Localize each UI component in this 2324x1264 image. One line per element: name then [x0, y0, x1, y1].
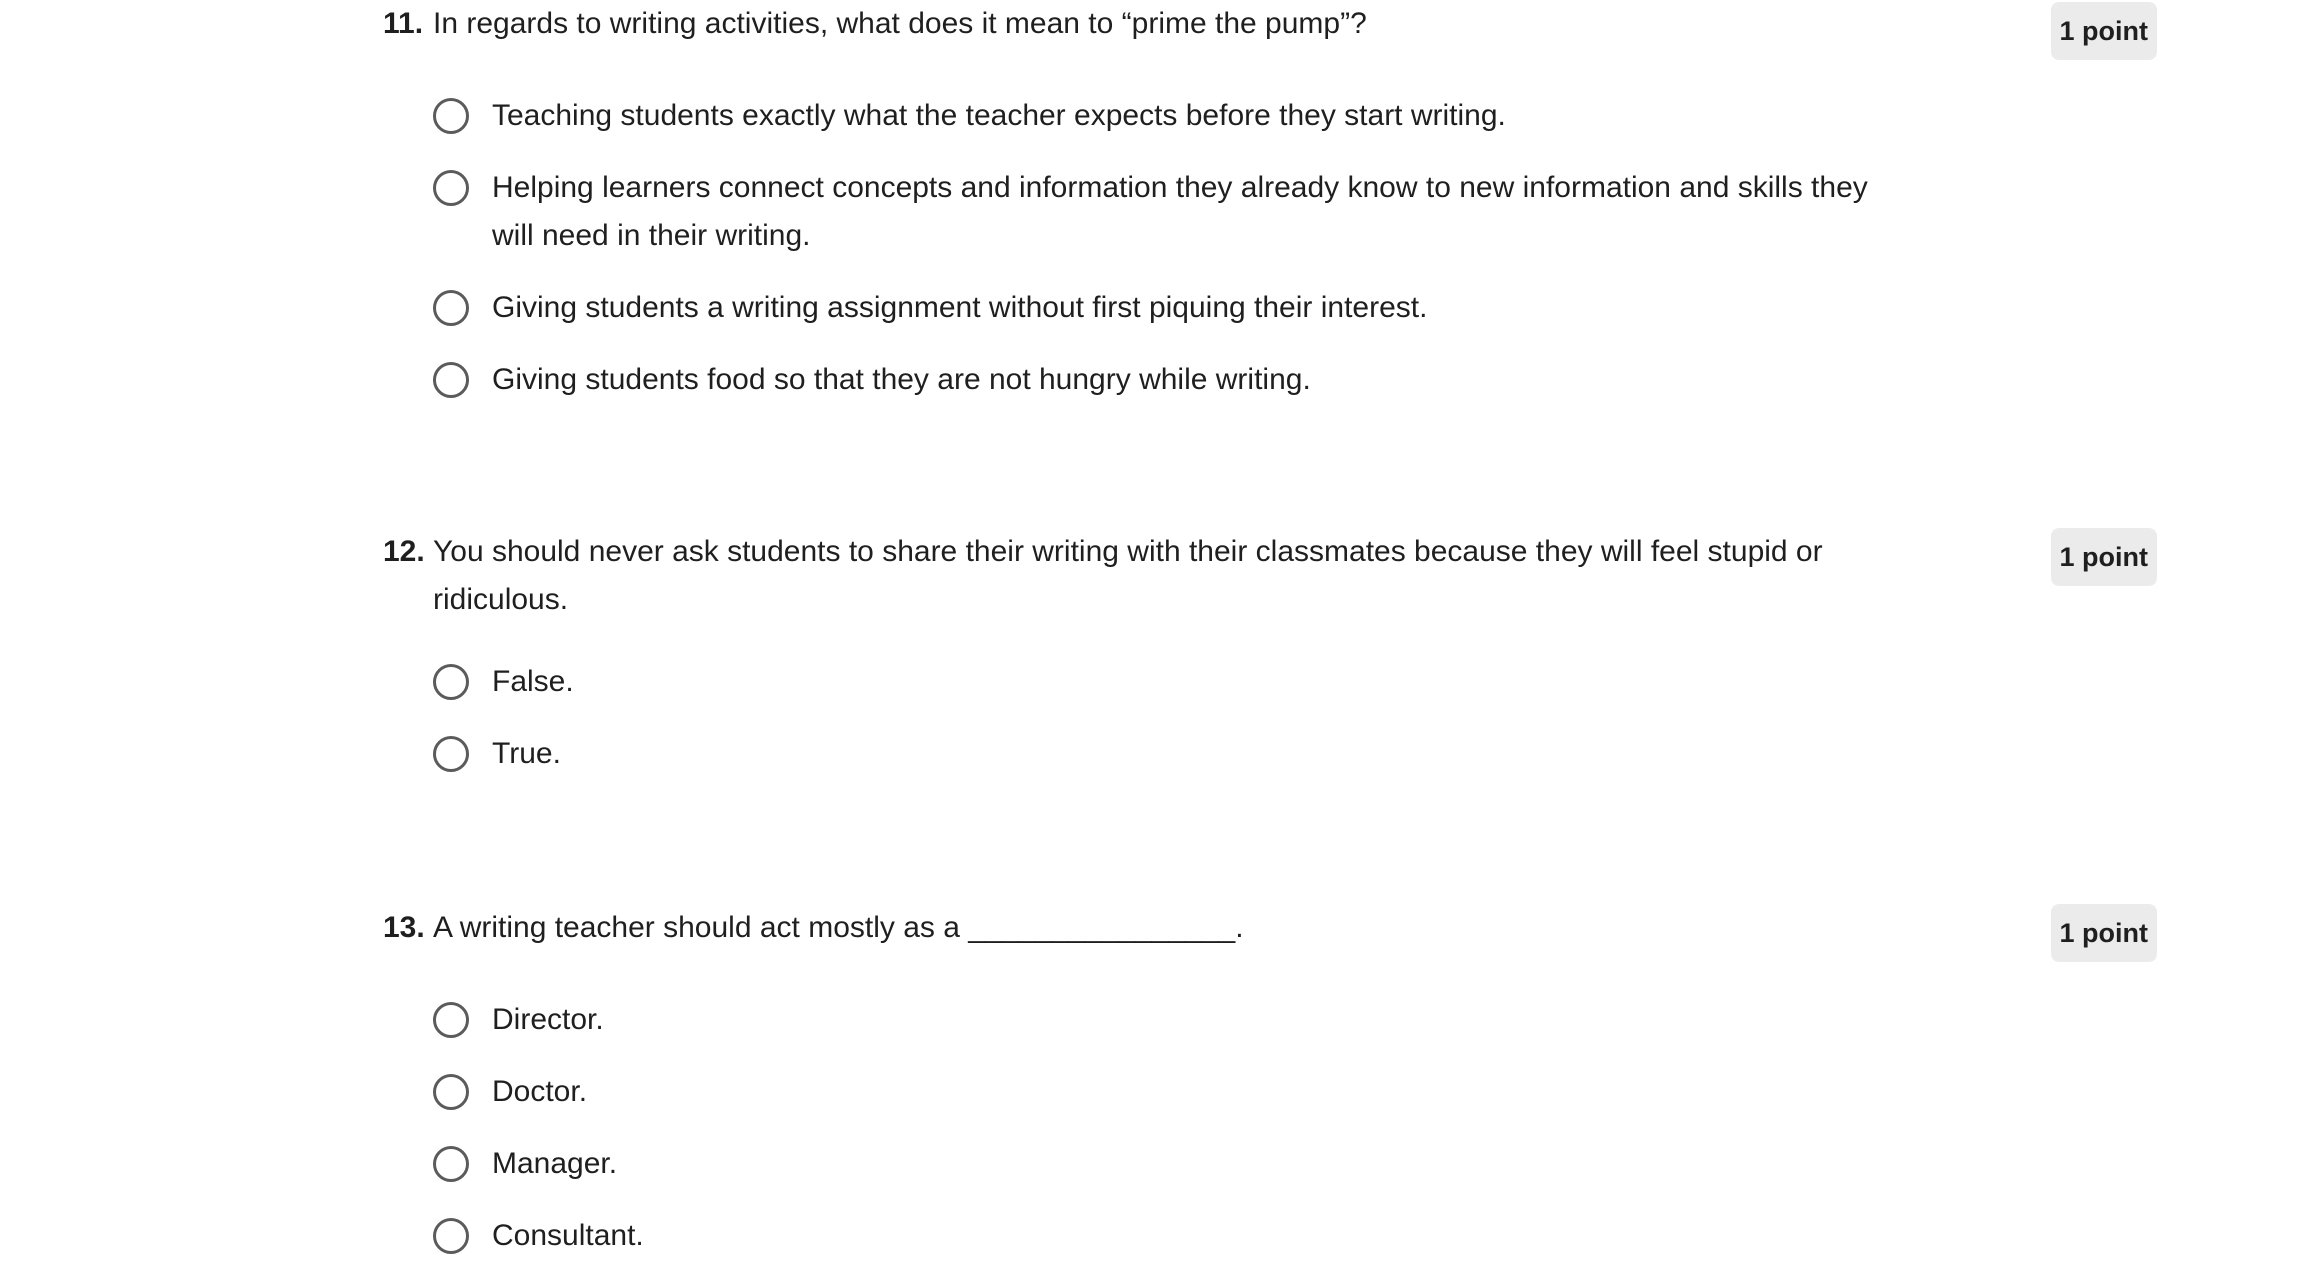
answer-options [433, 658, 2157, 778]
answer-option[interactable] [433, 996, 2157, 1044]
question-prompt: You should never ask students to share their writing with their classmates because they will feel stupid or ridiculous. [433, 535, 1823, 616]
answer-option-label: Helping learners connect concepts and information they already know to new information and skills they will need in their writing. [492, 171, 1868, 252]
radio-unchecked-icon[interactable] [433, 290, 469, 326]
question-number: 13. [383, 911, 425, 944]
question-number: 11. [383, 7, 424, 40]
radio-unchecked-icon[interactable] [433, 1146, 469, 1182]
question-12 [383, 528, 2157, 778]
question-header [383, 528, 2157, 624]
answer-option-label: Teaching students exactly what the teacher expects before they start writing. [492, 99, 1506, 132]
answer-option[interactable] [433, 730, 2157, 778]
answer-option-label: Giving students a writing assignment without first piquing their interest. [492, 291, 1428, 324]
question-prompt: A writing teacher should act mostly as a ________________. [433, 911, 1244, 944]
question-13 [383, 904, 2157, 1260]
answer-option-label: Manager. [492, 1147, 618, 1180]
answer-option[interactable] [433, 1068, 2157, 1116]
answer-option[interactable] [433, 164, 2157, 260]
answer-option-label: Giving students food so that they are not hungry while writing. [492, 363, 1311, 396]
question-header [383, 0, 2157, 48]
points-badge: 1 point [2051, 528, 2158, 586]
radio-unchecked-icon[interactable] [433, 664, 469, 700]
answer-option-label: False. [492, 665, 574, 698]
answer-option[interactable] [433, 92, 2157, 140]
radio-unchecked-icon[interactable] [433, 1218, 469, 1254]
question-11 [383, 0, 2157, 404]
answer-option-label: Consultant. [492, 1219, 644, 1252]
points-badge: 1 point [2051, 904, 2158, 962]
radio-unchecked-icon[interactable] [433, 736, 469, 772]
answer-option-label: Director. [492, 1003, 604, 1036]
radio-unchecked-icon[interactable] [433, 1074, 469, 1110]
answer-option[interactable] [433, 1140, 2157, 1188]
answer-options [433, 996, 2157, 1260]
radio-unchecked-icon[interactable] [433, 98, 469, 134]
answer-option[interactable] [433, 658, 2157, 706]
answer-option-label: True. [492, 737, 561, 770]
question-number: 12. [383, 535, 425, 568]
answer-option[interactable] [433, 1212, 2157, 1260]
answer-options [433, 92, 2157, 404]
radio-unchecked-icon[interactable] [433, 1002, 469, 1038]
radio-unchecked-icon[interactable] [433, 170, 469, 206]
question-prompt: In regards to writing activities, what does it mean to “prime the pump”? [433, 7, 1367, 40]
answer-option[interactable] [433, 284, 2157, 332]
question-header [383, 904, 2157, 952]
answer-option-label: Doctor. [492, 1075, 588, 1108]
radio-unchecked-icon[interactable] [433, 362, 469, 398]
answer-option[interactable] [433, 356, 2157, 404]
points-badge: 1 point [2051, 2, 2158, 60]
